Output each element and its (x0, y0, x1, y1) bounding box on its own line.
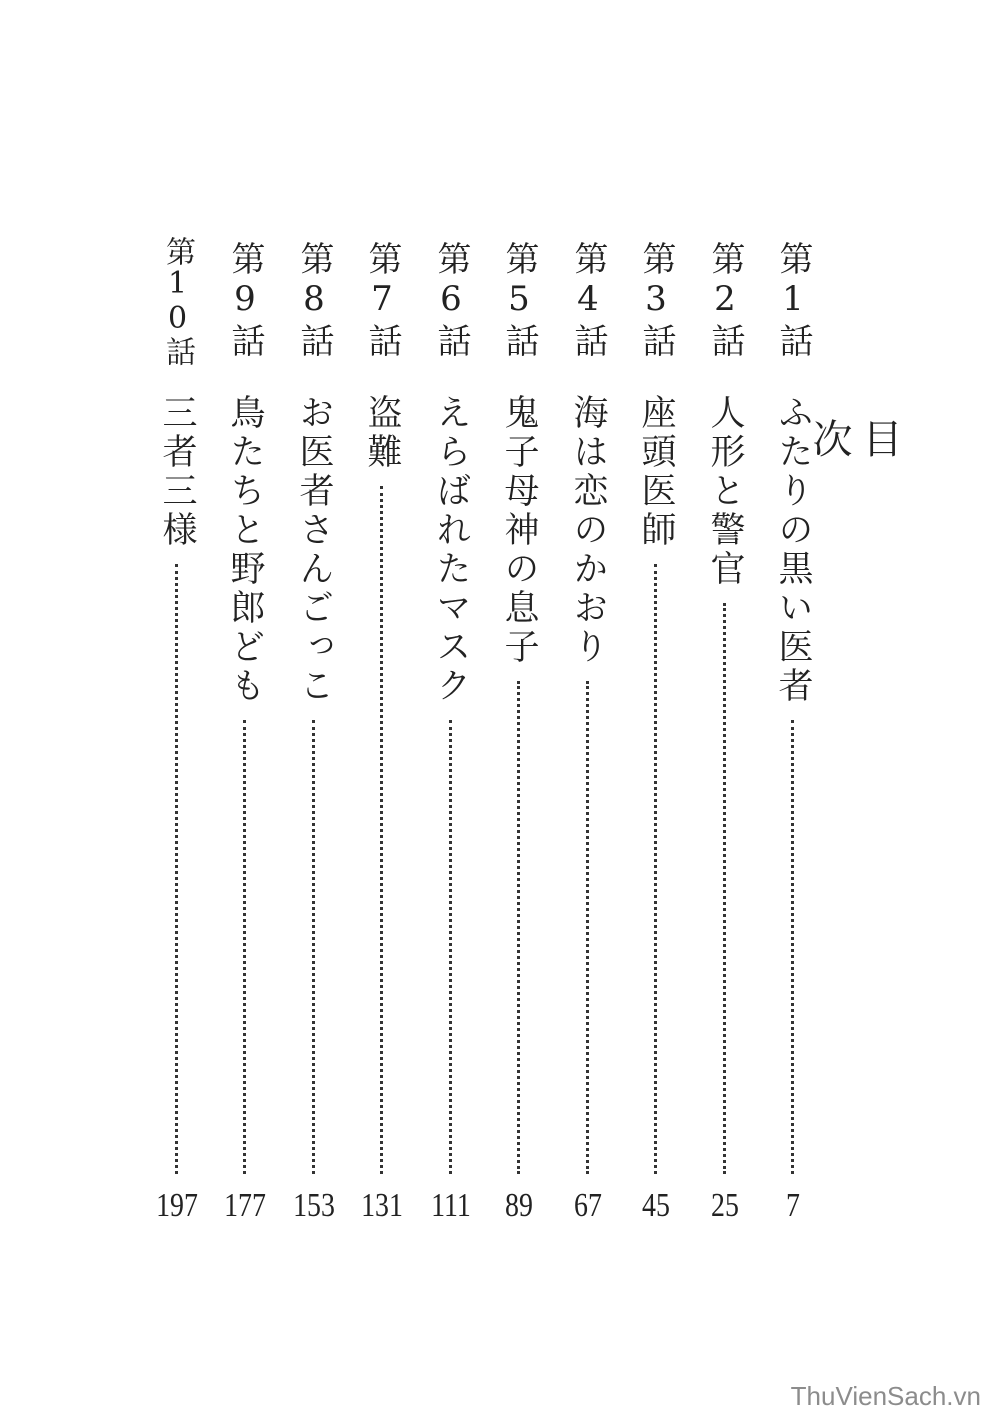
chapter-title: ふたりの黒い医者 (773, 394, 813, 706)
toc-entry (633, 236, 679, 1226)
dot-leader (723, 603, 726, 1174)
toc-entry (359, 236, 405, 1226)
page-number: 67 (574, 1187, 602, 1224)
chapter-number: 第9話 (225, 241, 265, 361)
chapter-number: 第7話 (362, 241, 402, 361)
dot-leader (791, 720, 794, 1174)
chapter-title: えらばれたマスク (431, 394, 471, 706)
chapter-number: 第4話 (568, 241, 608, 361)
dot-leader (312, 720, 315, 1174)
page-number: 7 (786, 1187, 800, 1224)
chapter-title: 人形と警官 (705, 394, 745, 589)
chapter-number: 第3話 (636, 241, 676, 361)
chapter-number: 第2話 (705, 241, 745, 361)
toc-entry (291, 236, 337, 1226)
dot-leader (449, 720, 452, 1174)
chapter-title: 鬼子母神の息子 (499, 394, 539, 667)
chapter-title: 座頭医師 (636, 394, 676, 550)
chapter-number: 第5話 (499, 241, 539, 361)
page-number: 111 (431, 1187, 471, 1224)
dot-leader (517, 681, 520, 1174)
page-number: 177 (224, 1187, 266, 1224)
chapter-title: 海は恋のかおり (568, 394, 608, 667)
dot-leader (654, 564, 657, 1174)
page-number: 45 (642, 1187, 670, 1224)
toc-entry (428, 236, 474, 1226)
chapter-number: 第8話 (294, 241, 334, 361)
page-number: 25 (711, 1187, 739, 1224)
chapter-number: 第10話 (160, 236, 195, 366)
dot-leader (586, 681, 589, 1174)
chapter-number: 第6話 (431, 241, 471, 361)
toc-entry (222, 236, 268, 1226)
toc-entry (565, 236, 611, 1226)
toc-entry (154, 236, 200, 1226)
page-number: 89 (505, 1187, 533, 1224)
toc-entry (496, 236, 542, 1226)
toc-heading: 目 次 (806, 418, 902, 558)
page-number: 153 (293, 1187, 335, 1224)
dot-leader (243, 720, 246, 1174)
chapter-number: 第1話 (773, 241, 813, 361)
chapter-title: 盗難 (362, 394, 402, 472)
page-number: 197 (156, 1187, 198, 1224)
chapter-title: 鳥たちと野郎ども (225, 394, 265, 706)
toc-entry (770, 236, 816, 1226)
dot-leader (380, 486, 383, 1174)
site-watermark: ThuVienSach.vn (790, 1381, 981, 1411)
dot-leader (175, 564, 178, 1174)
toc-entry (702, 236, 748, 1226)
chapter-title: お医者さんごっこ (294, 394, 334, 706)
page-number: 131 (361, 1187, 403, 1224)
chapter-title: 三者三様 (157, 394, 197, 550)
